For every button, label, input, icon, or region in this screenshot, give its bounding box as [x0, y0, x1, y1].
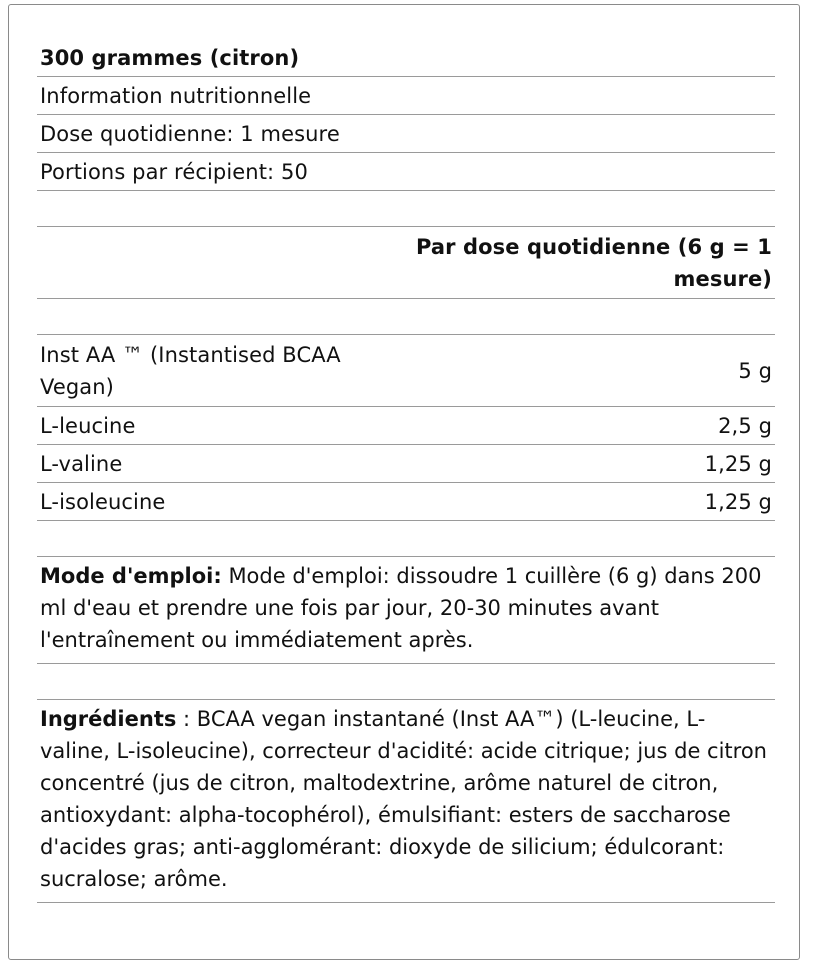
table-row [37, 335, 775, 407]
nutrient-name: L-valine [40, 452, 123, 476]
column-header-line2: mesure) [673, 267, 772, 291]
nutrition-info-label: Information nutritionnelle [37, 77, 775, 115]
ingredients-text: : BCAA vegan instantané (Inst AA™) (L-leucine, L-valine, L-isoleucine), correcteur d'acidité: acide citrique; jus de citron concentré (jus de citron, maltodextrine, arôme naturel de citron, antioxydant: alpha-tocophérol), émulsifiant: esters de saccharose d'acides gras; anti-agglomérant: dioxyde de silicium; édulcorant: sucralose; arôme. [40, 707, 767, 891]
spacer-row [37, 299, 775, 335]
servings-per-container: Portions par récipient: 50 [37, 153, 775, 191]
table-row [37, 483, 775, 521]
usage-text: Mode d'emploi: dissoudre 1 cuillère (6 g) dans 200 ml d'eau et prendre une fois par jour, 20-30 minutes avant l'entraînement ou immédiatement après. [40, 564, 762, 652]
usage-section [37, 557, 775, 664]
ingredients-section [37, 700, 775, 903]
spacer-row [37, 664, 775, 700]
nutrient-name: L-leucine [40, 414, 136, 438]
nutrient-value: 1,25 g [704, 490, 772, 514]
ingredients-label: Ingrédients [40, 707, 177, 731]
nutrient-value: 5 g [738, 359, 772, 383]
spacer-row [37, 521, 775, 557]
product-title: 300 grammes (citron) [37, 39, 775, 77]
column-header-line1: Par dose quotidienne (6 g = 1 [415, 235, 772, 259]
nutrient-value: 2,5 g [718, 414, 772, 438]
table-column-header [37, 227, 775, 299]
nutrient-name: Inst AA ™ (Instantised BCAA Vegan) [40, 343, 341, 399]
usage-label: Mode d'emploi: [40, 564, 222, 588]
nutrition-card [8, 4, 800, 960]
spacer-row [37, 191, 775, 227]
daily-dose: Dose quotidienne: 1 mesure [37, 115, 775, 153]
table-row [37, 407, 775, 445]
nutrient-name: L-isoleucine [40, 490, 166, 514]
table-row [37, 445, 775, 483]
nutrient-value: 1,25 g [704, 452, 772, 476]
nutrition-content [37, 39, 775, 903]
